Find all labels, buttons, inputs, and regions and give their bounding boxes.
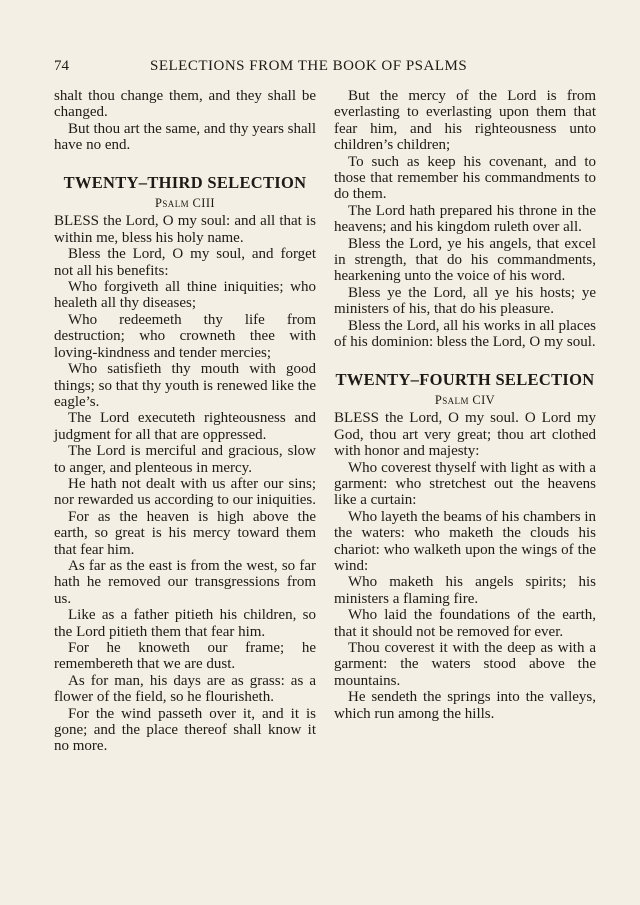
verse: Who forgiveth all thine iniquities; who healeth all thy diseases;	[54, 279, 316, 312]
continued-verse: Bless the Lord, ye his angels, that excel in strength, that do his commandments, hearkening unto the voice of his word.	[334, 235, 596, 285]
verse: Who coverest thyself with light as with a garment: who stretchest out the heavens like a curtain:	[334, 459, 596, 509]
psalm-label: Psalm CIII	[155, 196, 215, 211]
running-head: SELECTIONS FROM THE BOOK OF PSALMS	[150, 58, 468, 74]
continued-verse: The Lord hath prepared his throne in the heavens; and his kingdom ruleth over all.	[334, 202, 596, 236]
verse: Who satisfieth thy mouth with good things; so that thy youth is renewed like the eagle’s.	[54, 361, 316, 410]
verse: For as the heaven is high above the earth, so great is his mercy toward them that fear him.	[54, 508, 316, 558]
verse: Bless the Lord, O my soul, and forget not all his benefits:	[54, 246, 316, 279]
verse: BLESS the Lord, O my soul. O Lord my God, thou art very great; thou art clothed with honor and majesty:	[334, 410, 596, 460]
verse: The Lord is merciful and gracious, slow to anger, and plenteous in mercy.	[54, 443, 316, 476]
verse: BLESS the Lord, O my soul: and all that is within me, bless his holy name.	[54, 213, 316, 246]
verse: Like as a father pitieth his children, so the Lord pitieth them that fear him.	[54, 607, 316, 640]
verse: The Lord executeth righteousness and judgment for all that are oppressed.	[54, 410, 316, 443]
continued-verse: To such as keep his covenant, and to those that remember his commandments to do them.	[334, 153, 596, 203]
verse: Who layeth the beams of his chambers in the waters: who maketh the clouds his chariot: who walketh upon the wings of the wind:	[334, 508, 596, 574]
verse: As far as the east is from the west, so far hath he removed our transgressions from us.	[54, 557, 316, 607]
verse: He hath not dealt with us after our sins; nor rewarded us according to our iniquities.	[54, 475, 317, 509]
selection-title: TWENTY–FOURTH SELECTION	[335, 369, 595, 389]
continued-verse: Bless ye the Lord, all ye his hosts; ye ministers of his, that do his pleasure.	[334, 284, 596, 318]
continued-verse: shalt thou change them, and they shall be changed.	[54, 88, 316, 121]
continued-verse: But the mercy of the Lord is from everlasting to everlasting upon them that fear him, and his righteousness unto children’s children;	[334, 88, 596, 154]
continued-verse: But thou art the same, and thy years shall have no end.	[54, 120, 316, 154]
verse: For the wind passeth over it, and it is gone; and the place thereof shall know it no more.	[54, 705, 316, 755]
page-header	[54, 58, 600, 80]
verse: He sendeth the springs into the valleys, which run among the hills.	[334, 689, 596, 722]
selection-title: TWENTY–THIRD SELECTION	[63, 172, 307, 192]
verse: Who redeemeth thy life from destruction; who crowneth thee with loving-kindness and tender mercies;	[54, 311, 316, 361]
verse: For he knoweth our frame; he remembereth that we are dust.	[54, 640, 316, 673]
left-column	[54, 88, 316, 755]
verse: Who maketh his angels spirits; his ministers a flaming fire.	[334, 574, 596, 607]
verse: As for man, his days are as grass: as a flower of the field, so he flourisheth.	[54, 672, 316, 706]
verse: Thou coverest it with the deep as with a garment: the waters stood above the mountains.	[334, 640, 596, 689]
psalm-label: Psalm CIV	[434, 392, 496, 407]
page-number: 74	[54, 58, 69, 74]
verse: Who laid the foundations of the earth, that it should not be removed for ever.	[334, 607, 596, 640]
right-column	[334, 88, 596, 722]
continued-verse: Bless the Lord, all his works in all places of his dominion: bless the Lord, O my soul.	[334, 317, 596, 351]
